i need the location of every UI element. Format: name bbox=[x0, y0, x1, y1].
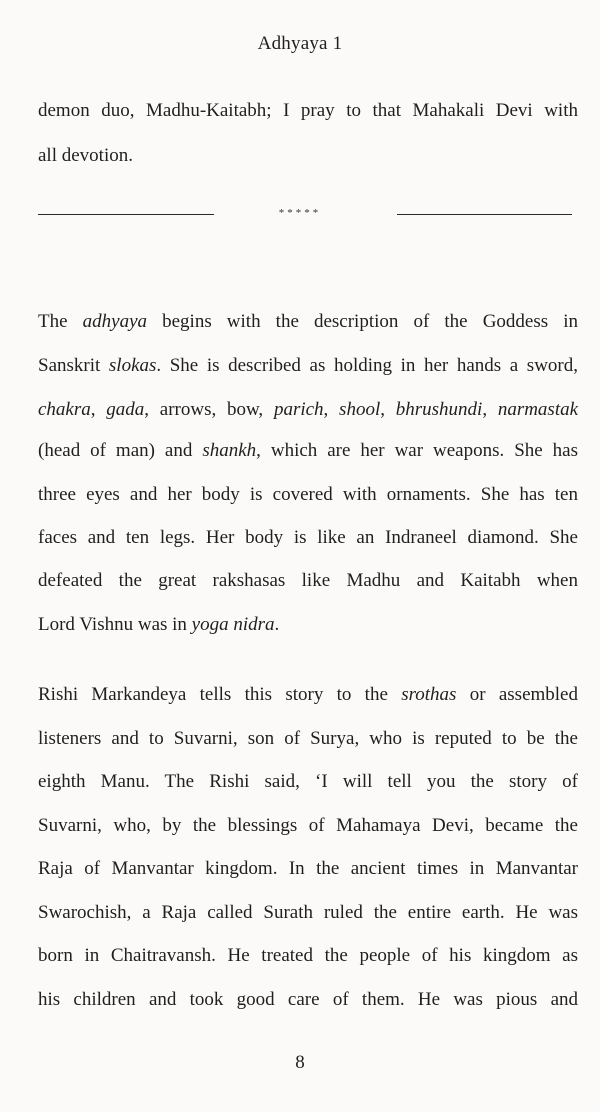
text-line: Sanskrit slokas. She is described as holding in her hands a sword, bbox=[38, 355, 578, 376]
text-line: faces and ten legs. Her body is like an Indraneel diamond. She bbox=[38, 527, 578, 548]
running-header: Adhyaya 1 bbox=[257, 33, 343, 54]
text-line: Suvarni, who, by the blessings of Mahamaya Devi, became the bbox=[38, 815, 578, 836]
text-line: demon duo, Madhu-Kaitabh; I pray to that Mahakali Devi with bbox=[38, 100, 578, 121]
text-line: eighth Manu. The Rishi said, ‘I will tell you the story of bbox=[38, 771, 578, 792]
text-line: The adhyaya begins with the description of the Goddess in bbox=[38, 311, 579, 332]
text-line: Swarochish, a Raja called Surath ruled the entire earth. He was bbox=[38, 902, 578, 923]
page-number: 8 bbox=[295, 1052, 305, 1073]
text-line: listeners and to Suvarni, son of Surya, who is reputed to be the bbox=[38, 728, 578, 749]
text-line: born in Chaitravansh. He treated the people of his kingdom as bbox=[38, 945, 578, 966]
separator-rule-right bbox=[397, 214, 572, 215]
text-line: defeated the great rakshasas like Madhu and Kaitabh when bbox=[38, 570, 578, 591]
separator-stars: ***** bbox=[278, 207, 322, 219]
text-line: Raja of Manvantar kingdom. In the ancient times in Manvantar bbox=[38, 858, 578, 879]
text-line: chakra, gada, arrows, bow, parich, shool, bhrushundi, narmastak bbox=[38, 399, 579, 420]
text-line: Rishi Markandeya tells this story to the srothas or assembled bbox=[38, 684, 578, 705]
text-line: Lord Vishnu was in yoga nidra. bbox=[38, 614, 280, 635]
text-line: three eyes and her body is covered with ornaments. She has ten bbox=[38, 484, 578, 505]
text-line: his children and took good care of them. He was pious and bbox=[38, 989, 578, 1010]
text-line: all devotion. bbox=[38, 145, 133, 166]
text-line: (head of man) and shankh, which are her war weapons. She has bbox=[38, 440, 578, 461]
